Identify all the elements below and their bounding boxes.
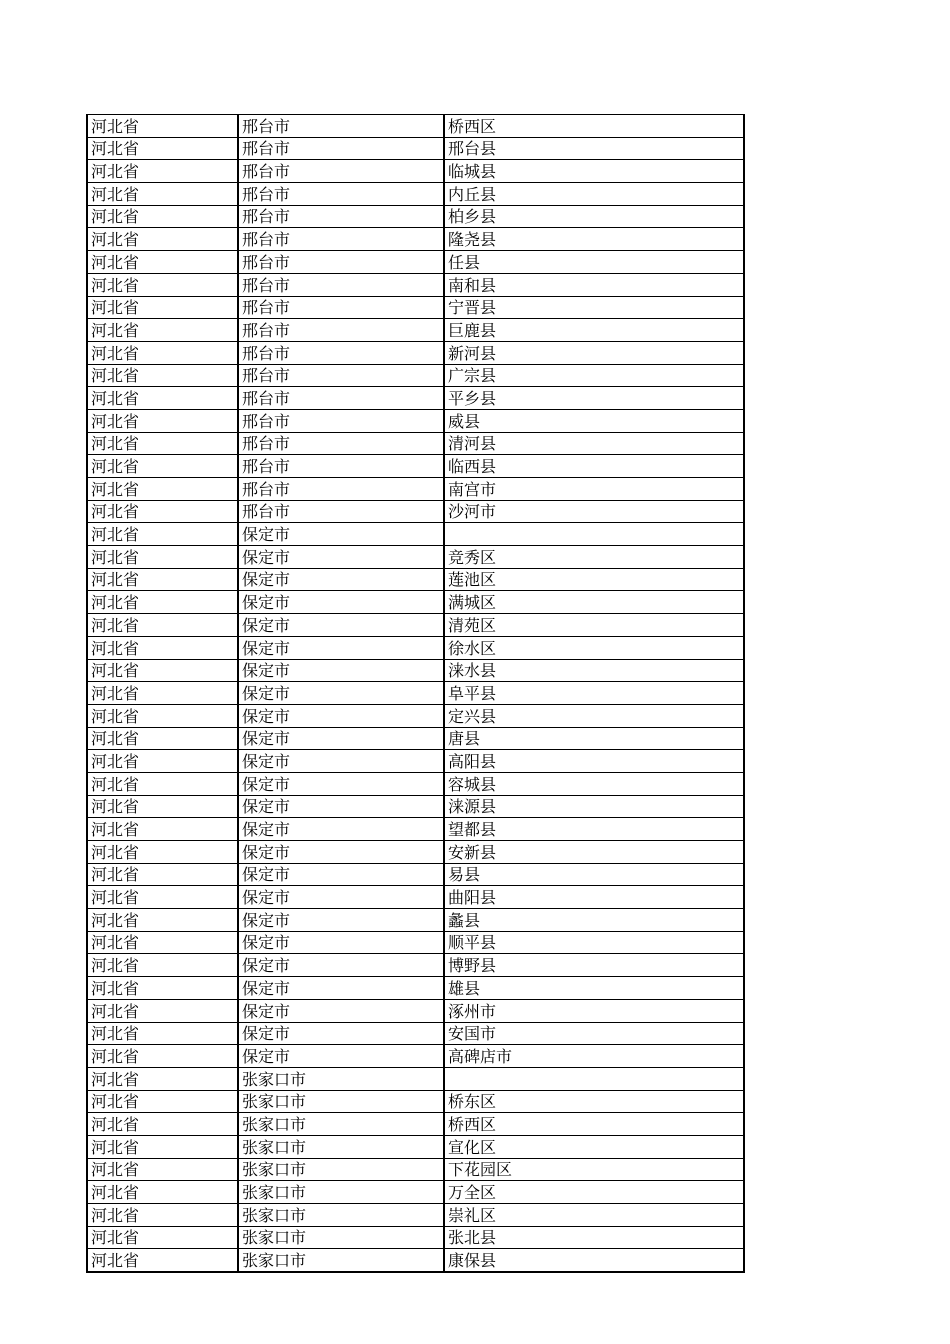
city-cell: 张家口市 [238, 1090, 444, 1113]
province-cell: 河北省 [87, 636, 238, 659]
city-cell: 邢台市 [238, 273, 444, 296]
province-cell: 河北省 [87, 909, 238, 932]
city-cell: 保定市 [238, 1022, 444, 1045]
district-cell: 徐水区 [444, 636, 744, 659]
province-cell: 河北省 [87, 319, 238, 342]
district-cell: 顺平县 [444, 931, 744, 954]
table-row [87, 1158, 744, 1181]
table-row [87, 931, 744, 954]
table-row [87, 863, 744, 886]
table-row [87, 1022, 744, 1045]
table-row [87, 523, 744, 546]
province-cell: 河北省 [87, 795, 238, 818]
table-row [87, 409, 744, 432]
table-row [87, 1067, 744, 1090]
district-cell: 临西县 [444, 455, 744, 478]
city-cell: 保定市 [238, 682, 444, 705]
city-cell: 保定市 [238, 999, 444, 1022]
province-cell: 河北省 [87, 1226, 238, 1249]
district-cell: 新河县 [444, 341, 744, 364]
table-row [87, 228, 744, 251]
table-row [87, 1045, 744, 1068]
province-cell: 河北省 [87, 886, 238, 909]
district-cell: 博野县 [444, 954, 744, 977]
district-cell: 竞秀区 [444, 546, 744, 569]
province-cell: 河北省 [87, 931, 238, 954]
table-row [87, 727, 744, 750]
province-cell: 河北省 [87, 591, 238, 614]
province-cell: 河北省 [87, 137, 238, 160]
district-cell: 高碑店市 [444, 1045, 744, 1068]
city-cell: 张家口市 [238, 1067, 444, 1090]
city-cell: 保定市 [238, 546, 444, 569]
province-cell: 河北省 [87, 818, 238, 841]
province-cell: 河北省 [87, 1249, 238, 1272]
province-cell: 河北省 [87, 1181, 238, 1204]
city-cell: 保定市 [238, 591, 444, 614]
table-row [87, 636, 744, 659]
city-cell: 保定市 [238, 954, 444, 977]
city-cell: 邢台市 [238, 364, 444, 387]
table-row [87, 772, 744, 795]
city-cell: 保定市 [238, 750, 444, 773]
table-row [87, 273, 744, 296]
city-cell: 张家口市 [238, 1226, 444, 1249]
province-cell: 河北省 [87, 387, 238, 410]
province-cell: 河北省 [87, 999, 238, 1022]
table-row [87, 909, 744, 932]
province-cell: 河北省 [87, 115, 238, 138]
district-cell: 任县 [444, 251, 744, 274]
city-cell: 保定市 [238, 636, 444, 659]
district-cell: 康保县 [444, 1249, 744, 1272]
district-cell: 广宗县 [444, 364, 744, 387]
province-cell: 河北省 [87, 478, 238, 501]
city-cell: 张家口市 [238, 1249, 444, 1272]
province-cell: 河北省 [87, 228, 238, 251]
province-cell: 河北省 [87, 727, 238, 750]
city-cell: 保定市 [238, 818, 444, 841]
district-cell: 邢台县 [444, 137, 744, 160]
region-table [86, 114, 745, 1273]
city-cell: 张家口市 [238, 1204, 444, 1227]
city-cell: 张家口市 [238, 1113, 444, 1136]
city-cell: 邢台市 [238, 296, 444, 319]
province-cell: 河北省 [87, 704, 238, 727]
city-cell: 保定市 [238, 1045, 444, 1068]
province-cell: 河北省 [87, 614, 238, 637]
city-cell: 保定市 [238, 727, 444, 750]
table-row [87, 341, 744, 364]
table-row [87, 183, 744, 206]
table-row [87, 364, 744, 387]
table-row [87, 115, 744, 138]
province-cell: 河北省 [87, 205, 238, 228]
province-cell: 河北省 [87, 1045, 238, 1068]
table-row [87, 205, 744, 228]
district-cell: 柏乡县 [444, 205, 744, 228]
city-cell: 保定市 [238, 886, 444, 909]
table-row [87, 432, 744, 455]
district-cell: 桥西区 [444, 1113, 744, 1136]
district-cell: 内丘县 [444, 183, 744, 206]
district-cell: 南宫市 [444, 478, 744, 501]
district-cell: 雄县 [444, 977, 744, 1000]
district-cell [444, 1067, 744, 1090]
region-table-body [87, 115, 744, 1273]
province-cell: 河北省 [87, 273, 238, 296]
table-row [87, 319, 744, 342]
city-cell: 保定市 [238, 909, 444, 932]
table-row [87, 977, 744, 1000]
district-cell: 清河县 [444, 432, 744, 455]
table-row [87, 1090, 744, 1113]
district-cell: 唐县 [444, 727, 744, 750]
city-cell: 邢台市 [238, 455, 444, 478]
city-cell: 保定市 [238, 772, 444, 795]
district-cell: 莲池区 [444, 568, 744, 591]
table-row [87, 1135, 744, 1158]
province-cell: 河北省 [87, 1135, 238, 1158]
table-row [87, 795, 744, 818]
province-cell: 河北省 [87, 1204, 238, 1227]
city-cell: 保定市 [238, 659, 444, 682]
district-cell: 易县 [444, 863, 744, 886]
table-row [87, 750, 744, 773]
district-cell: 沙河市 [444, 500, 744, 523]
province-cell: 河北省 [87, 682, 238, 705]
city-cell: 保定市 [238, 977, 444, 1000]
city-cell: 张家口市 [238, 1135, 444, 1158]
province-cell: 河北省 [87, 1090, 238, 1113]
district-cell: 满城区 [444, 591, 744, 614]
district-cell: 张北县 [444, 1226, 744, 1249]
city-cell: 保定市 [238, 841, 444, 864]
city-cell: 邢台市 [238, 319, 444, 342]
city-cell: 张家口市 [238, 1158, 444, 1181]
city-cell: 邢台市 [238, 251, 444, 274]
city-cell: 邢台市 [238, 387, 444, 410]
district-cell: 临城县 [444, 160, 744, 183]
district-cell [444, 523, 744, 546]
province-cell: 河北省 [87, 750, 238, 773]
city-cell: 保定市 [238, 568, 444, 591]
province-cell: 河北省 [87, 1067, 238, 1090]
district-cell: 万全区 [444, 1181, 744, 1204]
table-row [87, 1204, 744, 1227]
district-cell: 望都县 [444, 818, 744, 841]
table-row [87, 886, 744, 909]
province-cell: 河北省 [87, 523, 238, 546]
province-cell: 河北省 [87, 1158, 238, 1181]
district-cell: 高阳县 [444, 750, 744, 773]
district-cell: 涿州市 [444, 999, 744, 1022]
province-cell: 河北省 [87, 954, 238, 977]
province-cell: 河北省 [87, 1113, 238, 1136]
province-cell: 河北省 [87, 455, 238, 478]
city-cell: 邢台市 [238, 115, 444, 138]
city-cell: 邢台市 [238, 137, 444, 160]
district-cell: 安新县 [444, 841, 744, 864]
district-cell: 曲阳县 [444, 886, 744, 909]
district-cell: 巨鹿县 [444, 319, 744, 342]
table-row [87, 591, 744, 614]
province-cell: 河北省 [87, 568, 238, 591]
table-row [87, 251, 744, 274]
district-cell: 下花园区 [444, 1158, 744, 1181]
province-cell: 河北省 [87, 659, 238, 682]
table-row [87, 818, 744, 841]
city-cell: 邢台市 [238, 341, 444, 364]
province-cell: 河北省 [87, 977, 238, 1000]
table-row [87, 682, 744, 705]
province-cell: 河北省 [87, 1022, 238, 1045]
table-row [87, 841, 744, 864]
province-cell: 河北省 [87, 409, 238, 432]
city-cell: 保定市 [238, 523, 444, 546]
city-cell: 邢台市 [238, 183, 444, 206]
district-cell: 涞水县 [444, 659, 744, 682]
table-row [87, 1113, 744, 1136]
city-cell: 邢台市 [238, 500, 444, 523]
table-row [87, 160, 744, 183]
table-row [87, 704, 744, 727]
province-cell: 河北省 [87, 364, 238, 387]
province-cell: 河北省 [87, 160, 238, 183]
table-row [87, 954, 744, 977]
city-cell: 邢台市 [238, 228, 444, 251]
district-cell: 隆尧县 [444, 228, 744, 251]
table-row [87, 478, 744, 501]
province-cell: 河北省 [87, 546, 238, 569]
table-row [87, 296, 744, 319]
province-cell: 河北省 [87, 772, 238, 795]
table-row [87, 387, 744, 410]
district-cell: 宣化区 [444, 1135, 744, 1158]
district-cell: 阜平县 [444, 682, 744, 705]
table-row [87, 659, 744, 682]
city-cell: 张家口市 [238, 1181, 444, 1204]
district-cell: 崇礼区 [444, 1204, 744, 1227]
table-row [87, 500, 744, 523]
city-cell: 保定市 [238, 614, 444, 637]
district-cell: 容城县 [444, 772, 744, 795]
province-cell: 河北省 [87, 863, 238, 886]
district-cell: 桥西区 [444, 115, 744, 138]
district-cell: 清苑区 [444, 614, 744, 637]
district-cell: 平乡县 [444, 387, 744, 410]
table-row [87, 568, 744, 591]
district-cell: 桥东区 [444, 1090, 744, 1113]
district-cell: 南和县 [444, 273, 744, 296]
province-cell: 河北省 [87, 183, 238, 206]
table-row [87, 1181, 744, 1204]
province-cell: 河北省 [87, 251, 238, 274]
table-row [87, 137, 744, 160]
district-cell: 蠡县 [444, 909, 744, 932]
city-cell: 邢台市 [238, 478, 444, 501]
city-cell: 邢台市 [238, 205, 444, 228]
city-cell: 邢台市 [238, 160, 444, 183]
district-cell: 宁晋县 [444, 296, 744, 319]
city-cell: 邢台市 [238, 409, 444, 432]
province-cell: 河北省 [87, 500, 238, 523]
province-cell: 河北省 [87, 432, 238, 455]
district-cell: 威县 [444, 409, 744, 432]
province-cell: 河北省 [87, 841, 238, 864]
district-cell: 定兴县 [444, 704, 744, 727]
district-cell: 安国市 [444, 1022, 744, 1045]
city-cell: 保定市 [238, 704, 444, 727]
table-row [87, 999, 744, 1022]
district-cell: 涞源县 [444, 795, 744, 818]
table-row [87, 1226, 744, 1249]
province-cell: 河北省 [87, 296, 238, 319]
table-row [87, 546, 744, 569]
table-row [87, 614, 744, 637]
city-cell: 保定市 [238, 931, 444, 954]
city-cell: 保定市 [238, 863, 444, 886]
table-row [87, 455, 744, 478]
province-cell: 河北省 [87, 341, 238, 364]
city-cell: 邢台市 [238, 432, 444, 455]
city-cell: 保定市 [238, 795, 444, 818]
table-row [87, 1249, 744, 1272]
